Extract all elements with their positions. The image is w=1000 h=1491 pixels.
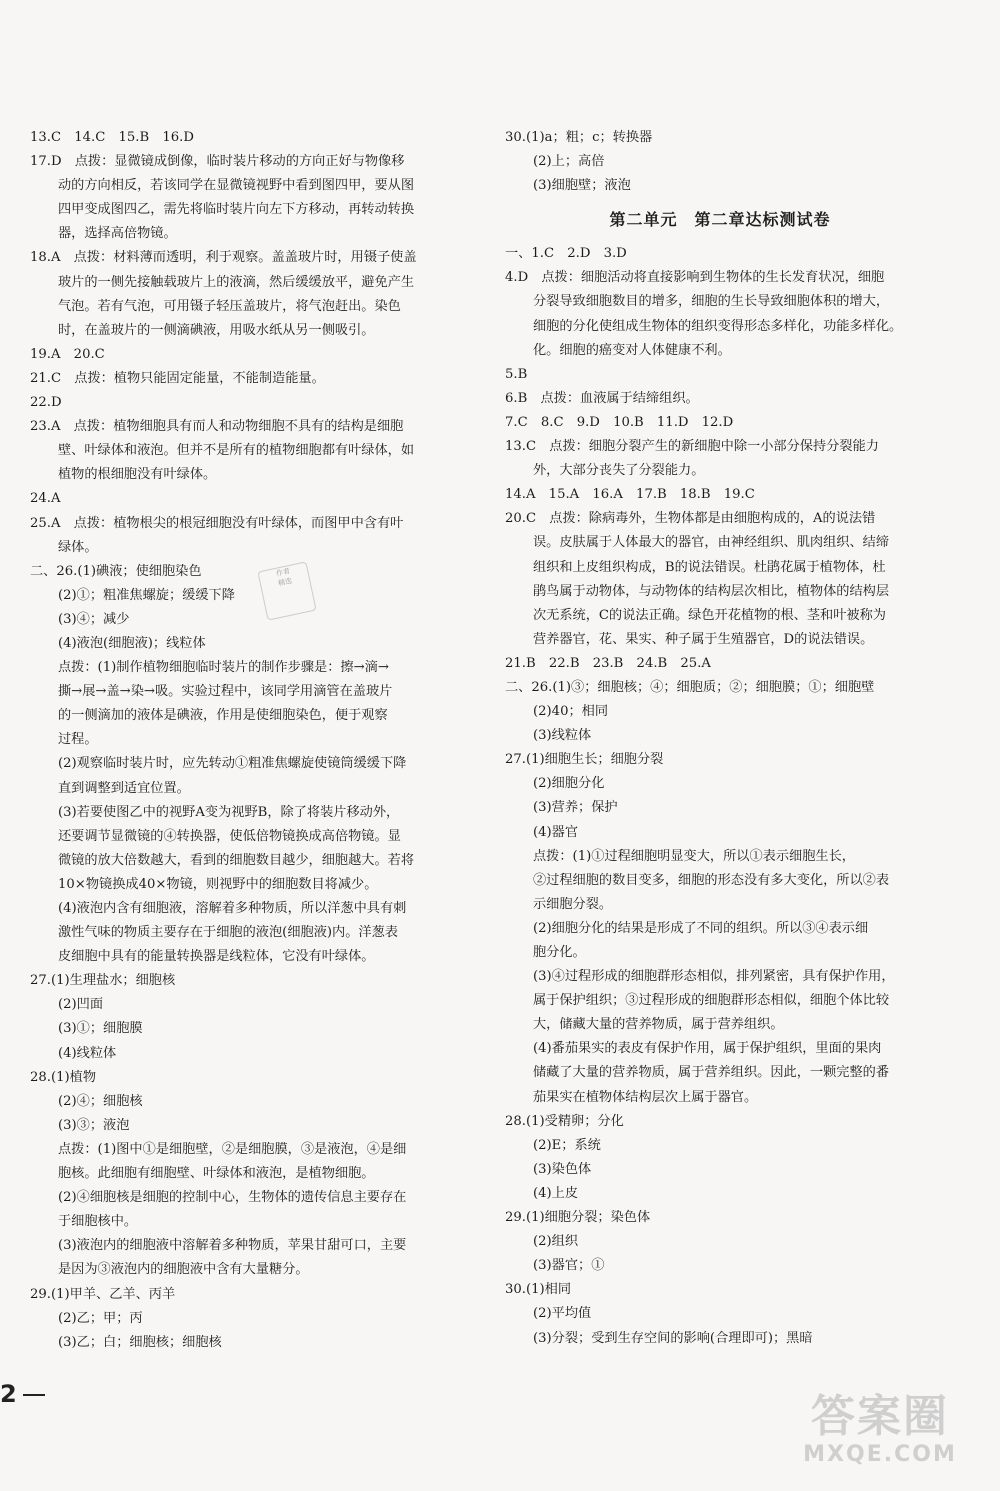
answer-line: (2)上；高倍 — [533, 154, 605, 170]
answer-line: (4)上皮 — [533, 1185, 579, 1201]
right-column — [505, 126, 935, 1351]
answer-line: (4)器官 — [533, 824, 579, 840]
answer-line: 于细胞核中。 — [58, 1214, 138, 1230]
answer-line: 30.(1)a；粗；c；转换器 — [505, 130, 653, 145]
answer-line: (3)液泡内的细胞液中溶解着多种物质，苹果甘甜可口，主要 — [58, 1238, 407, 1254]
answer-line: (3)④过程形成的细胞群形态相似，排列紧密，具有保护作用， — [533, 969, 895, 985]
watermark-text: 答案圈 — [811, 1391, 949, 1442]
answer-line: 误。皮肤属于人体最大的器官，由神经组织、肌肉组织、结缔 — [533, 535, 890, 551]
answer-line: 玻片的一侧先接触载玻片上的液滴，然后缓缓放平，避免产生 — [58, 274, 415, 290]
answer-line: 27.(1)生理盐水；细胞核 — [30, 973, 176, 989]
answer-line: 点拨：(1)图中①是细胞壁，②是细胞膜，③是液泡，④是细 — [58, 1141, 407, 1157]
answer-line: 属于保护组织；③过程形成的细胞群形态相似，细胞个体比较 — [533, 993, 890, 1009]
watermark-logo — [780, 1393, 980, 1473]
answer-line: 21.B 22.B 23.B 24.B 25.A — [505, 655, 711, 671]
answer-line: 29.(1)甲羊、乙羊、丙羊 — [30, 1286, 176, 1302]
answer-line: 10×物镜换成40×物镜，则视野中的细胞数目将减少。 — [58, 876, 378, 892]
answer-line: 29.(1)细胞分裂；染色体 — [505, 1210, 651, 1226]
answer-line: 21.C 点拨：植物只能固定能量，不能制造能量。 — [30, 370, 325, 386]
answer-line: 外，大部分丧失了分裂能力。 — [533, 463, 705, 479]
answer-line: 营养器官，花、果实、种子属于生殖器官，D的说法错误。 — [533, 631, 874, 647]
answer-line: 20.C 点拨：除病毒外，生物体都是由细胞构成的，A的说法错 — [505, 511, 876, 527]
answer-line: 植物的根细胞没有叶绿体。 — [58, 467, 217, 483]
answer-line: 大，储藏大量的营养物质，属于营养组织。 — [533, 1017, 784, 1033]
answer-line: 28.(1)受精卵；分化 — [505, 1113, 624, 1129]
answer-line: 气泡。若有气泡，可用镊子轻压盖玻片，将气泡赶出。染色 — [58, 298, 401, 314]
answer-line: (3)分裂；受到生存空间的影响(合理即可)；黑暗 — [533, 1330, 813, 1346]
answer-line: 点拨：(1)①过程细胞明显变大，所以①表示细胞生长， — [533, 848, 855, 864]
answer-line: 30.(1)相同 — [505, 1282, 572, 1298]
answer-line: 胞分化。 — [533, 945, 586, 960]
answer-line: 过程。 — [58, 732, 98, 748]
answer-line: 22.D — [30, 395, 62, 411]
answer-line: 动的方向相反，若该同学在显微镜视野中看到图四甲，要从图 — [58, 178, 415, 194]
answer-line: (2)凹面 — [58, 997, 104, 1013]
answer-line: (3)③；液泡 — [58, 1117, 130, 1133]
answer-line: 直到调整到适宜位置。 — [58, 780, 190, 796]
answer-line: (2)细胞分化的结果是形成了不同的组织。所以③④表示细 — [533, 920, 869, 936]
answer-line: 27.(1)细胞生长；细胞分裂 — [505, 752, 664, 768]
answer-line: 的一侧滴加的液体是碘液，作用是使细胞染色，便于观察 — [58, 708, 388, 724]
page-number: 2 — [0, 1380, 45, 1408]
answer-line: 是因为③液泡内的细胞液中含有大量糖分。 — [58, 1262, 309, 1278]
answer-line: 24.A — [30, 491, 61, 507]
answer-line: 5.B — [505, 366, 528, 382]
answer-line: 25.A 点拨：植物根尖的根冠细胞没有叶绿体，而图甲中含有叶 — [30, 515, 404, 531]
answer-line: ②过程细胞的数目变多，细胞的形态没有多大变化，所以②表 — [533, 872, 890, 888]
stamp-line-2: 精选 — [277, 576, 293, 588]
answer-line: 微镜的放大倍数越大，看到的细胞数目越少，细胞越大。若将 — [58, 852, 415, 868]
answer-line: 一、1.C 2.D 3.D — [505, 246, 627, 262]
left-column — [30, 126, 460, 1355]
answer-line: 皮细胞中具有的能量转换器是线粒体，它没有叶绿体。 — [58, 949, 375, 965]
answer-line: 28.(1)植物 — [30, 1069, 97, 1085]
answer-line: (2)平均值 — [533, 1306, 592, 1322]
section-title: 第二单元 第二章达标测试卷 — [609, 210, 831, 230]
answer-line: 撕→展→盖→染→吸。实验过程中，该同学用滴管在盖玻片 — [58, 684, 393, 700]
answer-line: 还要调节显微镜的④转换器，使低倍物镜换成高倍物镜。显 — [58, 828, 401, 844]
answer-line: 7.C 8.C 9.D 10.B 11.D 12.D — [505, 414, 734, 430]
answer-line: (2)观察临时装片时，应先转动①粗准焦螺旋使镜筒缓缓下降 — [58, 756, 407, 772]
answer-line: (3)④；减少 — [58, 611, 130, 627]
answer-line: 18.A 点拨：材料薄而透明，利于观察。盖盖玻片时，用镊子使盖 — [30, 250, 417, 266]
answer-line: (4)线粒体 — [58, 1045, 117, 1061]
answer-line: (2)E；系统 — [533, 1137, 601, 1153]
answer-line: (3)乙；白；细胞核；细胞核 — [58, 1334, 222, 1350]
stamp-line-1: 作者 — [275, 567, 291, 578]
answer-line: 6.B 点拨：血液属于结缔组织。 — [505, 390, 699, 406]
answer-line: (2)40；相同 — [533, 704, 609, 720]
answer-line: (3)染色体 — [533, 1161, 592, 1177]
answer-line: 胞核。此细胞有细胞壁、叶绿体和液泡，是植物细胞。 — [58, 1166, 375, 1182]
answer-line: 次无系统，C的说法正确。绿色开花植物的根、茎和叶被称为 — [533, 607, 886, 623]
answer-line: 组织和上皮组织构成，B的说法错误。杜鹃花属于植物体，杜 — [533, 559, 886, 575]
answer-line: (3)若要使图乙中的视野A变为视野B，除了将装片移动外， — [58, 804, 400, 820]
answer-line: 时，在盖玻片的一侧滴碘液，用吸水纸从另一侧吸引。 — [58, 322, 375, 338]
answer-line: (2)乙；甲；丙 — [58, 1310, 143, 1326]
answer-line: 二、26.(1)③；细胞核；④；细胞质；②；细胞膜；①；细胞壁 — [505, 679, 875, 695]
answer-line: (2)①；粗准焦螺旋；缓缓下降 — [58, 587, 235, 603]
answer-line: (4)液泡内含有细胞液，溶解着多种物质，所以洋葱中具有刺 — [58, 901, 407, 916]
answer-line: 二、26.(1)碘液；使细胞染色 — [30, 563, 202, 579]
answer-line: 细胞的分化使组成生物体的组织变得形态多样化，功能多样化。 — [533, 318, 903, 334]
answer-line: 17.D 点拨：显微镜成倒像，临时装片移动的方向正好与物像移 — [30, 154, 405, 170]
answer-line: (3)线粒体 — [533, 728, 592, 744]
answer-line: 19.A 20.C — [30, 346, 105, 362]
answer-line: 储藏了大量的营养物质，属于营养组织。因此，一颗完整的番 — [533, 1065, 890, 1081]
watermark-site: MXQE.COM — [803, 1442, 957, 1467]
answer-line: 23.A 点拨：植物细胞具有而人和动物细胞不具有的结构是细胞 — [30, 419, 404, 435]
answer-line: (2)细胞分化 — [533, 776, 605, 792]
answer-line: (2)④；细胞核 — [58, 1093, 143, 1109]
answer-line: 四甲变成图四乙，需先将临时装片向左下方移动，再转动转换 — [58, 202, 415, 218]
answer-line: 绿体。 — [58, 539, 98, 555]
answer-line: 13.C 点拨：细胞分裂产生的新细胞中除一小部分保持分裂能力 — [505, 439, 879, 455]
answer-line: (3)细胞壁；液泡 — [533, 178, 631, 194]
answer-line: (3)①；细胞膜 — [58, 1021, 143, 1037]
answer-line: (3)器官；① — [533, 1258, 605, 1274]
answer-line: 14.A 15.A 16.A 17.B 18.B 19.C — [505, 487, 755, 503]
answer-line: (4)番茄果实的表皮有保护作用，属于保护组织，里面的果肉 — [533, 1041, 882, 1057]
answer-line: 器，选择高倍物镜。 — [58, 226, 177, 242]
answer-line: 点拨：(1)制作植物细胞临时装片的制作步骤是：擦→滴→ — [58, 660, 389, 676]
answer-line: 分裂导致细胞数目的增多，细胞的生长导致细胞体积的增大， — [533, 294, 890, 310]
stamp-mark — [257, 561, 316, 620]
answer-line: 化。细胞的癌变对人体健康不利。 — [533, 342, 731, 358]
answer-line: (3)营养；保护 — [533, 800, 618, 816]
answer-line: 4.D 点拨：细胞活动将直接影响到生物体的生长发育状况，细胞 — [505, 270, 885, 286]
answer-line: 激性气味的物质主要存在于细胞的液泡(细胞液)内。洋葱表 — [58, 925, 398, 941]
answer-line: 鹃鸟属于动物体，与动物体的结构层次相比，植物体的结构层 — [533, 583, 890, 599]
answer-line: 示细胞分裂。 — [533, 896, 613, 912]
answer-line: 13.C 14.C 15.B 16.D — [30, 130, 194, 145]
answer-line: 壁、叶绿体和液泡。但并不是所有的植物细胞都有叶绿体，如 — [58, 443, 415, 459]
answer-line: (2)④细胞核是细胞的控制中心，生物体的遗传信息主要存在 — [58, 1190, 407, 1206]
answer-line: (4)液泡(细胞液)；线粒体 — [58, 635, 206, 651]
answer-line: (2)组织 — [533, 1234, 579, 1250]
answer-line: 茄果实在植物体结构层次上属于器官。 — [533, 1089, 758, 1105]
